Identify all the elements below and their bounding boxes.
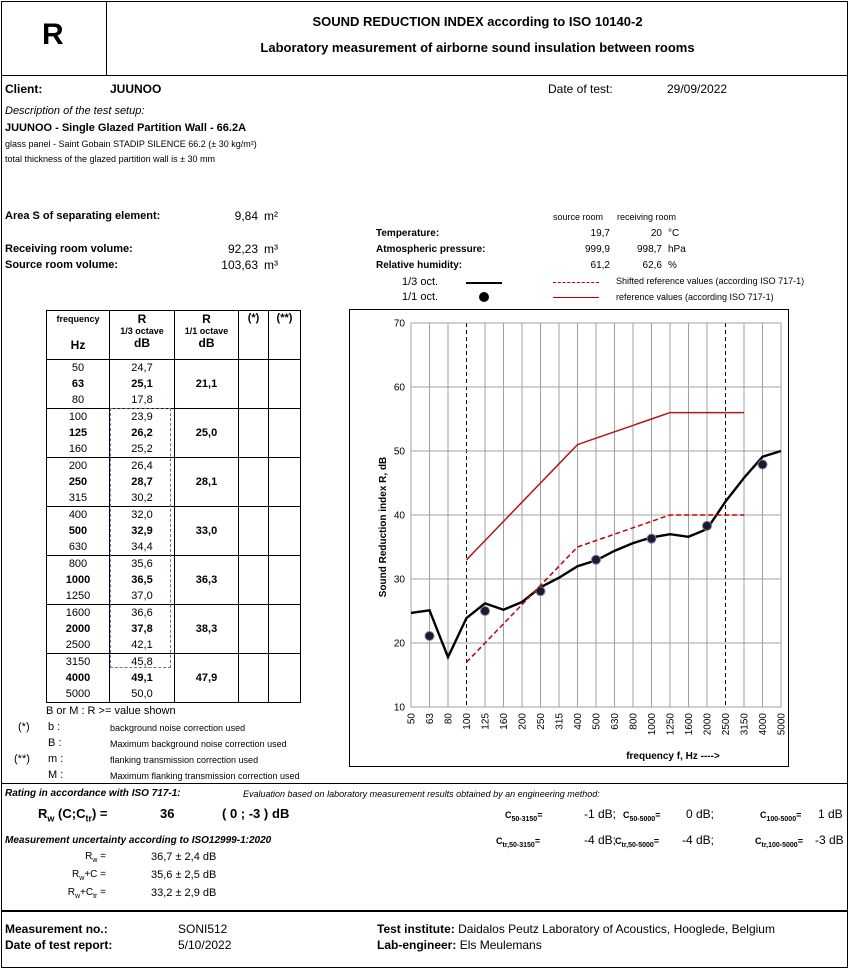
y-tick-label: 10 (393, 702, 405, 714)
chart-y-label: Sound Reduction index R, dB (378, 456, 389, 598)
x-tick-label: 63 (425, 713, 436, 725)
freq-cell: 2000 (65, 623, 91, 635)
ctr50-5000-value: -4 dB; (682, 833, 715, 847)
c50-3150-c: C (505, 810, 512, 820)
note-B-text: Maximum background noise correction used (110, 739, 287, 749)
engineer-label: Lab-engineer: (377, 938, 457, 952)
r-third-cell: 50,0 (131, 688, 153, 700)
receiving-volume-unit: m³ (264, 242, 278, 256)
star2-cell (269, 360, 301, 409)
institute-line (377, 922, 775, 936)
r-third-cell: 28,7 (131, 476, 153, 488)
source-volume-unit: m³ (264, 258, 278, 272)
x-tick-label: 125 (480, 713, 492, 730)
rw-cctr: (C;C (58, 806, 86, 821)
freq-cell: 100 (68, 411, 88, 423)
ctr50-3150-eq: = (534, 836, 541, 846)
sound-reduction-chart (349, 309, 789, 767)
humidity-source: 61,2 (590, 260, 610, 271)
unc-rwctr-sub2: tr (93, 893, 98, 900)
r-third-cell: 25,1 (131, 378, 153, 390)
x-tick-label: 250 (536, 713, 547, 730)
rating-label: Rating in accordance with ISO 717-1: (5, 788, 181, 799)
ctr50-5000-sub: tr,50-5000 (621, 841, 654, 849)
c100-5000-eq: = (796, 810, 802, 820)
ctr50-5000-c: C (615, 836, 622, 846)
unc-rwc-sub: w (79, 875, 85, 882)
c50-3150-value: -1 dB; (583, 807, 616, 821)
r-third-cell: 26,2 (131, 427, 153, 439)
x-tick-label: 160 (499, 713, 510, 730)
unc-rwctr-suffix2: = (97, 887, 106, 898)
unc-rw-suffix: = (97, 851, 106, 862)
star2-cell (269, 409, 301, 458)
freq-cell: 4000 (65, 672, 91, 684)
x-tick-label: 500 (591, 713, 603, 730)
x-tick-label: 2500 (721, 713, 732, 736)
note-m-text: flanking transmission correction used (110, 755, 259, 765)
legend-octave-label: 1/1 oct. (402, 291, 439, 303)
freq-cell: 1000 (65, 574, 91, 586)
rw-sub: w (47, 813, 55, 824)
c50-5000-label (623, 810, 660, 823)
humidity-label: Relative humidity: (376, 260, 463, 271)
x-tick-label: 1600 (684, 713, 695, 736)
r-third-cell: 30,2 (131, 492, 153, 504)
table-row (47, 507, 301, 524)
star-cell (239, 654, 269, 703)
rw-terms: ( 0 ; -3 ) (222, 806, 269, 821)
uncertainty-rw-label (40, 851, 106, 864)
pressure-source: 999,9 (584, 244, 610, 255)
ctr50-3150-value: -4 dB; (583, 833, 616, 847)
r-third-cell: 36,6 (131, 607, 153, 619)
x-tick-label: 5000 (776, 713, 788, 736)
note-star2: (**) (14, 753, 30, 765)
temperature-label: Temperature: (376, 228, 440, 239)
pressure-label: Atmospheric pressure: (376, 244, 486, 255)
x-tick-label: 630 (610, 713, 621, 730)
climate-source-header: source room (553, 212, 604, 222)
octave-point (425, 631, 434, 640)
r-third-cell: 34,4 (131, 541, 153, 553)
temperature-unit: °C (668, 228, 680, 239)
r-octave-cell: 47,9 (195, 672, 218, 684)
x-tick-label: 100 (462, 713, 473, 730)
star-cell (239, 556, 269, 605)
header-r-third-sub: 1/3 octave (120, 326, 164, 336)
r-octave-cell: 38,3 (195, 623, 218, 635)
uncertainty-rwc-value: 35,6 ± 2,5 dB (151, 869, 217, 881)
unc-rwctr-r: R (67, 887, 75, 898)
x-tick-label: 80 (443, 713, 455, 725)
receiving-volume-label: Receiving room volume: (5, 243, 133, 255)
rw-r: R (38, 806, 48, 821)
y-tick-label: 50 (393, 446, 405, 458)
header-hz: Hz (70, 338, 86, 352)
header-star: (*) (247, 312, 260, 324)
ctr50-5000-label (615, 836, 659, 849)
r-octave-cell: 21,1 (195, 378, 218, 390)
uncertainty-rwc-label (40, 869, 106, 882)
header-r-third-unit: dB (134, 336, 150, 350)
date-of-test-value: 29/09/2022 (667, 82, 728, 96)
r-third-cell: 17,8 (131, 394, 153, 406)
chart-border (350, 310, 789, 767)
receiving-volume-value: 92,23 (227, 242, 258, 256)
humidity-receiving: 62,6 (642, 260, 662, 271)
star2-cell (269, 458, 301, 507)
octave-point (481, 607, 490, 616)
legend-reference-line (553, 297, 599, 298)
star-cell (239, 605, 269, 654)
star-cell (239, 409, 269, 458)
date-of-test-label: Date of test: (548, 82, 613, 96)
x-tick-label: 400 (573, 713, 584, 730)
source-volume-value: 103,63 (221, 258, 258, 272)
measurement-no-label: Measurement no.: (5, 922, 108, 936)
r-octave-cell: 25,0 (195, 427, 218, 439)
legend-third-octave-label: 1/3 oct. (402, 276, 439, 288)
r-third-cell: 45,8 (131, 656, 153, 668)
freq-cell: 400 (68, 509, 88, 521)
freq-cell: 1250 (65, 590, 91, 602)
table-row (47, 654, 301, 671)
r-third-cell: 26,4 (131, 460, 153, 472)
report-date-label: Date of test report: (5, 938, 113, 952)
pressure-unit: hPa (668, 244, 686, 255)
r-third-cell: 49,1 (131, 672, 153, 684)
rw-label (38, 806, 108, 824)
note-b-text: background noise correction used (110, 723, 246, 733)
octave-point (758, 460, 767, 469)
page-title: SOUND REDUCTION INDEX according to ISO 10140-2 (312, 14, 643, 29)
ctr50-5000-eq: = (653, 836, 660, 846)
shifted-range-box (110, 408, 171, 668)
area-value: 9,84 (234, 209, 258, 223)
uncertainty-rw-value: 36,7 ± 2,4 dB (151, 851, 217, 863)
client-label: Client: (5, 82, 43, 96)
star2-cell (269, 654, 301, 703)
x-tick-label: 1250 (665, 713, 677, 736)
legend-reference-label: reference values (according ISO 717-1) (616, 292, 774, 302)
table-row (47, 556, 301, 573)
y-tick-label: 60 (393, 382, 405, 394)
note-B-key: B : (48, 737, 62, 749)
note-M-key: M : (48, 769, 64, 781)
footer-divider (1, 910, 848, 912)
chart-x-label: frequency f, Hz ----> (626, 751, 720, 762)
table-row (47, 605, 301, 622)
institute-value: Daidalos Peutz Laboratory of Acoustics, Hooglede, Belgium (458, 922, 775, 936)
freq-cell: 3150 (65, 656, 91, 668)
freq-cell: 63 (71, 378, 85, 390)
x-tick-label: 4000 (758, 713, 769, 736)
area-unit: m² (264, 209, 278, 223)
freq-cell: 125 (68, 427, 88, 439)
unc-rwctr-sub: w (74, 893, 81, 900)
note-b-key: b : (48, 721, 61, 733)
uncertainty-label: Measurement uncertainty according to ISO12999-1:2020 (5, 835, 272, 846)
header-letter-divider (106, 1, 107, 75)
rw-tr: tr (85, 813, 92, 824)
star2-cell (269, 556, 301, 605)
r-third-cell: 32,9 (131, 525, 153, 537)
octave-point (592, 555, 601, 564)
description-label: Description of the test setup: (5, 105, 145, 117)
table-header-row (47, 311, 301, 360)
ctr100-5000-sub: tr,100-5000 (761, 841, 798, 849)
ctr100-5000-eq: = (797, 836, 803, 846)
header-divider (1, 75, 848, 76)
c100-5000-c: C (760, 810, 767, 820)
unc-rw-r: R (85, 851, 93, 862)
table-row (47, 360, 301, 377)
freq-cell: 315 (68, 492, 88, 504)
unc-rwc-suffix: +C = (84, 869, 106, 880)
r-octave-cell: 28,1 (195, 476, 218, 488)
header-r-octave-sub: 1/1 octave (184, 326, 229, 336)
uncertainty-rwctr-value: 33,2 ± 2,9 dB (151, 887, 217, 899)
rw-close: ) = (91, 806, 108, 821)
r-third-cell: 36,5 (131, 574, 153, 586)
x-tick-label: 200 (517, 713, 529, 730)
star-cell (239, 458, 269, 507)
header-frequency: frequency (56, 314, 100, 324)
description-line-1: glass panel - Saint Gobain STADIP SILENCE 66.2 (± 30 kg/m²) (5, 139, 257, 149)
freq-cell: 50 (71, 362, 85, 374)
x-tick-label: 3150 (739, 713, 751, 736)
freq-cell: 160 (68, 443, 88, 455)
unc-rwc-r: R (72, 869, 80, 880)
x-tick-label: 50 (406, 713, 418, 725)
r-third-cell: 35,6 (131, 558, 153, 570)
r-third-cell: 25,2 (131, 443, 153, 455)
area-label: Area S of separating element: (5, 210, 161, 222)
c100-5000-sub: 100-5000 (766, 815, 797, 823)
octave-point (536, 587, 545, 596)
freq-cell: 200 (68, 460, 88, 472)
table-row (47, 458, 301, 475)
frequency-table (46, 310, 301, 703)
header-star2: (**) (276, 312, 293, 324)
ctr50-3150-sub: tr,50-3150 (502, 841, 535, 849)
pressure-receiving: 998,7 (636, 244, 662, 255)
page-subtitle: Laboratory measurement of airborne sound insulation between rooms (260, 40, 695, 55)
c50-3150-label (505, 810, 542, 823)
header-letter: R (42, 18, 64, 51)
unc-rwctr-suffix: +C (80, 887, 94, 898)
x-tick-label: 800 (628, 713, 640, 730)
table-row (47, 409, 301, 426)
note-star: (*) (18, 721, 30, 733)
value-shown-note: B or M : R >= value shown (46, 705, 176, 717)
freq-cell: 2500 (65, 639, 91, 651)
y-tick-label: 20 (393, 638, 405, 650)
rw-value: 36 (160, 806, 175, 821)
c50-3150-eq: = (537, 810, 543, 820)
y-tick-label: 70 (393, 318, 405, 330)
freq-cell: 630 (68, 541, 88, 553)
header-r-octave: R (202, 312, 211, 326)
legend-shifted-line (553, 282, 599, 283)
source-volume-label: Source room volume: (5, 259, 119, 271)
freq-cell: 250 (68, 476, 88, 488)
description-line-2: total thickness of the glazed partition wall is ± 30 mm (5, 154, 216, 164)
c50-5000-value: 0 dB; (686, 807, 715, 821)
note-m-key: m : (48, 753, 64, 765)
octave-point (647, 534, 656, 543)
r-third-cell: 32,0 (131, 509, 153, 521)
institute-label: Test institute: (377, 922, 455, 936)
y-tick-label: 40 (393, 510, 405, 522)
uncertainty-rwctr-label (40, 887, 106, 900)
r-octave-cell: 33,0 (195, 525, 218, 537)
r-third-cell: 23,9 (131, 411, 153, 423)
rw-unit: dB (272, 806, 290, 821)
r-octave-cell: 36,3 (195, 574, 218, 586)
ctr100-5000-c: C (755, 836, 762, 846)
unc-rw-sub: w (92, 857, 98, 864)
r-third-cell: 24,7 (131, 362, 153, 374)
ctr100-5000-label (755, 836, 803, 849)
humidity-unit: % (668, 260, 677, 271)
measurement-no-value: SONI512 (178, 922, 228, 936)
c100-5000-label (760, 810, 801, 823)
header-r-third: R (137, 312, 147, 326)
x-tick-label: 1000 (647, 713, 658, 736)
ctr50-3150-c: C (496, 836, 503, 846)
freq-cell: 1600 (65, 607, 91, 619)
engineer-value: Els Meulemans (459, 938, 542, 952)
c50-3150-sub: 50-3150 (511, 815, 538, 823)
legend-shifted-label: Shifted reference values (according ISO 717-1) (616, 276, 805, 286)
c50-5000-c: C (623, 810, 630, 820)
client-value: JUUNOO (110, 82, 162, 96)
note-M-text: Maximum flanking transmission correction used (110, 771, 300, 781)
ctr50-3150-label (496, 836, 540, 849)
y-tick-label: 30 (393, 574, 405, 586)
description-title: JUUNOO - Single Glazed Partition Wall - 66.2A (5, 122, 247, 134)
star-cell (239, 360, 269, 409)
rating-evaluation-note: Evaluation based on laboratory measurement results obtained by an engineering method: (243, 789, 600, 799)
temperature-receiving: 20 (650, 228, 662, 239)
x-tick-label: 315 (554, 713, 566, 730)
star-cell (239, 507, 269, 556)
c50-5000-sub: 50-5000 (629, 815, 656, 823)
c50-5000-eq: = (655, 810, 661, 820)
r-third-cell: 42,1 (131, 639, 153, 651)
freq-cell: 5000 (65, 688, 91, 700)
freq-cell: 80 (71, 394, 85, 406)
engineer-line (377, 938, 542, 952)
freq-cell: 800 (68, 558, 88, 570)
header-r-octave-unit: dB (198, 336, 215, 350)
octave-point (703, 521, 712, 530)
freq-cell: 500 (68, 525, 88, 537)
temperature-source: 19,7 (590, 228, 610, 239)
legend-octave-dot (479, 292, 489, 302)
star2-cell (269, 605, 301, 654)
r-third-cell: 37,8 (131, 623, 153, 635)
x-tick-label: 2000 (702, 713, 714, 736)
rating-divider (1, 783, 848, 784)
star2-cell (269, 507, 301, 556)
c100-5000-value: 1 dB (818, 807, 843, 821)
legend-third-octave-line (466, 282, 502, 284)
ctr100-5000-value: -3 dB (815, 833, 844, 847)
climate-receiving-header: receiving room (617, 212, 677, 222)
r-third-cell: 37,0 (131, 590, 153, 602)
report-date-value: 5/10/2022 (178, 938, 232, 952)
